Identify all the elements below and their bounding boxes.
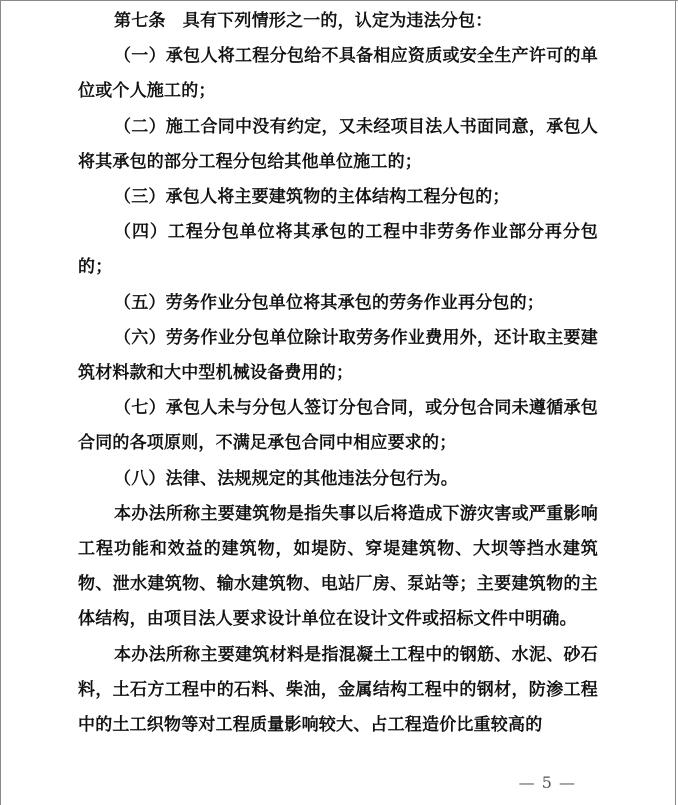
definition-main-buildings: 本办法所称主要建筑物是指失事以后将造成下游灾害或严重影响工程功能和效益的建筑物，如堤防、穿堤建筑物、大坝等挡水建筑物、泄水建筑物、输水建筑物、电站厂房、泵站等；主要建筑物的主体结构，由项目法人要求设计单位在设计文件或招标文件中明确。: [78, 503, 598, 630]
clause-8: （八）法律、法规规定的其他违法分包行为。: [114, 468, 458, 489]
page-frame-left: [0, 0, 1, 805]
page-frame-top: [0, 0, 678, 1]
clause-1: （一）承包人将工程分包给不具备相应资质或安全生产许可的单位或个人施工的；: [78, 46, 598, 102]
article-heading: 第七条 具有下列情形之一的，认定为违法分包：: [114, 11, 493, 31]
clause-2: （二）施工合同中没有约定，又未经项目法人书面同意，承包人将其承包的部分工程分包给其他单位施工的；: [78, 116, 598, 172]
clause-6: （六）劳务作业分包单位除计取劳务作业费用外，还计取主要建筑材料款和大中型机械设备费用的；: [78, 327, 598, 384]
clause-7: （七）承包人未与分包人签订分包合同，或分包合同未遵循承包合同的各项原则，不满足承包合同中相应要求的；: [78, 398, 598, 454]
clause-4: （四）工程分包单位将其承包的工程中非劳务作业部分再分包的；: [78, 222, 598, 278]
clause-5: （五）劳务作业分包单位将其承包的劳务作业再分包的；: [114, 292, 544, 313]
clause-3: （三）承包人将主要建筑物的主体结构工程分包的；: [114, 187, 510, 208]
page-frame-right: [675, 0, 676, 805]
definition-main-materials: 本办法所称主要建筑材料是指混凝土工程中的钢筋、水泥、砂石料，土石方工程中的石料、柴油，金属结构工程中的钢材，防渗工程中的土工织物等对工程质量影响较大、占工程造价比重较高的: [78, 644, 598, 736]
document-body: [78, 4, 598, 743]
page-number: — 5 —: [518, 773, 576, 792]
